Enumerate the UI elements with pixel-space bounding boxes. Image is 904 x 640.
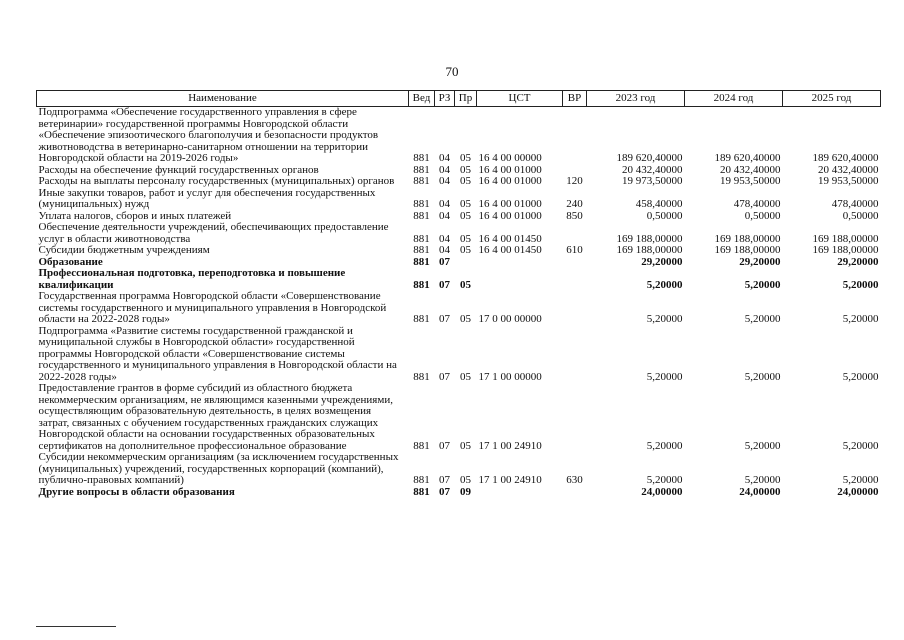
cell-ved: 881 — [413, 439, 430, 452]
cell-vr: 120 — [566, 175, 583, 187]
cell-pr: 05 — [460, 278, 471, 291]
table-row — [37, 222, 881, 245]
header-rz: РЗ — [435, 91, 455, 107]
cell-y2025: 5,20000 — [842, 313, 879, 325]
cell-cst: 16 4 00 01000 — [478, 198, 542, 210]
cell-pr: 05 — [460, 152, 471, 164]
cell-y2025: 169 188,00000 — [812, 232, 879, 245]
cell-rz: 07 — [439, 370, 450, 383]
cell-vr — [563, 326, 587, 384]
cell-name: Уплата налогов, сборов и иных платежей — [38, 210, 232, 222]
header-vr: ВР — [563, 91, 587, 107]
cell-pr: 05 — [460, 370, 471, 383]
header-ved: Вед — [409, 91, 435, 107]
cell-y2025: 20 432,40000 — [818, 163, 879, 176]
cell-y2024: 169 188,00000 — [714, 244, 781, 256]
cell-pr: 05 — [460, 175, 471, 187]
cell-y2023: 19 973,50000 — [622, 175, 683, 187]
cell-rz: 07 — [439, 474, 450, 486]
cell-cst: 17 1 00 00000 — [478, 370, 542, 383]
cell-name: Другие вопросы в области образования — [38, 486, 235, 498]
cell-name: Образование — [38, 256, 103, 268]
cell-y2025: 5,20000 — [842, 439, 879, 452]
cell-y2024: 5,20000 — [744, 370, 781, 383]
cell-pr: 09 — [460, 485, 471, 498]
cell-pr: 05 — [460, 198, 471, 210]
cell-y2023: 24,00000 — [641, 485, 683, 498]
cell-rz: 04 — [439, 198, 450, 210]
cell-pr: 05 — [460, 163, 471, 176]
cell-name: Обеспечение деятельности учреждений, обеспечивающих предоставление услуг в области животноводства — [38, 222, 389, 245]
cell-y2025: 24,00000 — [837, 485, 879, 498]
cell-pr — [455, 257, 477, 269]
cell-y2024: 19 953,50000 — [720, 175, 781, 187]
cell-y2024: 5,20000 — [744, 313, 781, 325]
cell-cst: 16 4 00 00000 — [478, 152, 542, 164]
page-number: 70 — [445, 64, 459, 79]
cell-vr: 630 — [566, 474, 583, 486]
cell-vr: 850 — [566, 209, 583, 222]
cell-y2024: 5,20000 — [744, 278, 781, 291]
cell-cst: 16 4 00 01450 — [478, 244, 542, 256]
table-header-row — [37, 91, 881, 107]
cell-name: Предоставление грантов в форме субсидий из областного бюджета некоммерческим организациям, не являющимся казенными учреждениями, осуществляющим образовательную деятельность, в целях возмещения затрат, связанных с обучением государственных гражданских служащих Новгородской области на основании государственных образовательных сертификатов на дополнительное профессиональное образование — [38, 383, 393, 452]
cell-pr: 05 — [460, 209, 471, 222]
cell-ved: 881 — [413, 244, 430, 256]
cell-y2023: 5,20000 — [646, 370, 683, 383]
cell-ved: 881 — [413, 175, 430, 187]
cell-ved: 881 — [413, 485, 430, 498]
cell-y2025: 29,20000 — [837, 255, 879, 268]
table-body — [37, 107, 881, 499]
budget-table — [36, 90, 881, 498]
footer-separator — [36, 626, 116, 627]
cell-ved: 881 — [413, 313, 430, 325]
cell-y2025: 19 953,50000 — [818, 175, 879, 187]
cell-pr: 05 — [460, 313, 471, 325]
cell-cst: 16 4 00 01000 — [478, 209, 542, 222]
cell-vr — [563, 257, 587, 269]
cell-vr — [563, 487, 587, 499]
cell-y2025: 5,20000 — [842, 370, 879, 383]
cell-y2023: 189 620,40000 — [616, 152, 683, 164]
cell-name: Расходы на выплаты персоналу государственных (муниципальных) органов — [38, 176, 395, 187]
cell-cst — [477, 257, 563, 269]
cell-name: Государственная программа Новгородской области «Совершенствование системы государственного и муниципального управления в Новгородской области на 2022-2028 годы» — [38, 291, 387, 325]
cell-vr — [563, 222, 587, 245]
cell-rz: 04 — [439, 232, 450, 245]
cell-rz: 07 — [439, 439, 450, 452]
cell-y2023: 5,20000 — [646, 439, 683, 452]
cell-name: Подпрограмма «Развитие системы государственной гражданской и муниципальной службы в Новгородской области» государственной программы Новгородской области «Совершенствование системы государственного и муниципального управления в Новгородской области на 2022-2028 годы» — [38, 325, 397, 383]
cell-vr — [563, 268, 587, 291]
cell-name: Иные закупки товаров, работ и услуг для обеспечения государственных (муниципальных) нужд — [38, 187, 376, 210]
table-row — [37, 291, 881, 326]
header-pr: Пр — [455, 91, 477, 107]
table-row — [37, 268, 881, 291]
cell-y2023: 5,20000 — [646, 278, 683, 291]
cell-y2024: 5,20000 — [744, 474, 781, 486]
cell-ved: 881 — [413, 278, 430, 291]
cell-y2025: 0,50000 — [842, 209, 879, 222]
cell-rz: 04 — [439, 244, 450, 256]
cell-rz: 04 — [439, 163, 450, 176]
cell-y2025: 5,20000 — [842, 474, 879, 486]
header-cst: ЦСТ — [477, 91, 563, 107]
cell-vr — [563, 291, 587, 326]
cell-rz: 07 — [439, 255, 450, 268]
cell-pr: 05 — [460, 439, 471, 452]
cell-cst — [477, 487, 563, 499]
cell-y2023: 5,20000 — [646, 474, 683, 486]
cell-y2024: 478,40000 — [733, 198, 781, 210]
cell-ved: 881 — [413, 163, 430, 176]
cell-ved: 881 — [413, 232, 430, 245]
cell-y2024: 189 620,40000 — [714, 152, 781, 164]
cell-y2025: 5,20000 — [842, 278, 879, 291]
table-row — [37, 452, 881, 487]
cell-rz: 04 — [439, 152, 450, 164]
cell-pr: 05 — [460, 232, 471, 245]
cell-y2024: 24,00000 — [739, 485, 781, 498]
cell-ved: 881 — [413, 209, 430, 222]
cell-y2024: 5,20000 — [744, 439, 781, 452]
cell-cst — [477, 268, 563, 291]
cell-ved: 881 — [413, 152, 430, 164]
cell-y2024: 0,50000 — [744, 209, 781, 222]
cell-y2024: 169 188,00000 — [714, 232, 781, 245]
header-name: Наименование — [37, 91, 409, 107]
header-2025: 2025 год — [783, 91, 881, 107]
cell-y2024: 29,20000 — [739, 255, 781, 268]
cell-vr: 610 — [566, 244, 583, 256]
table-row — [37, 211, 881, 223]
cell-ved: 881 — [413, 474, 430, 486]
table-row — [37, 188, 881, 211]
cell-y2023: 0,50000 — [646, 209, 683, 222]
cell-y2023: 29,20000 — [641, 255, 683, 268]
table-row — [37, 176, 881, 188]
table-row — [37, 326, 881, 384]
cell-y2025: 169 188,00000 — [812, 244, 879, 256]
cell-vr: 240 — [566, 198, 583, 210]
cell-rz: 07 — [439, 278, 450, 291]
cell-cst: 16 4 00 01450 — [478, 232, 542, 245]
cell-y2023: 458,40000 — [635, 198, 683, 210]
cell-pr: 05 — [460, 474, 471, 486]
cell-name: Расходы на обеспечение функций государственных органов — [38, 164, 319, 176]
cell-y2023: 169 188,00000 — [616, 244, 683, 256]
cell-vr — [563, 107, 587, 165]
cell-cst: 17 1 00 24910 — [478, 439, 542, 452]
table-row — [37, 257, 881, 269]
cell-name: Профессиональная подготовка, переподготовка и повышение квалификации — [38, 268, 346, 291]
cell-ved: 881 — [413, 198, 430, 210]
cell-y2023: 20 432,40000 — [622, 163, 683, 176]
cell-y2023: 5,20000 — [646, 313, 683, 325]
table-row — [37, 245, 881, 257]
cell-y2025: 189 620,40000 — [812, 152, 879, 164]
cell-ved: 881 — [413, 370, 430, 383]
table-row — [37, 383, 881, 452]
cell-cst: 16 4 00 01000 — [478, 163, 542, 176]
cell-rz: 04 — [439, 175, 450, 187]
cell-cst: 16 4 00 01000 — [478, 175, 542, 187]
table-row — [37, 487, 881, 499]
cell-y2024: 20 432,40000 — [720, 163, 781, 176]
cell-y2025: 478,40000 — [831, 198, 879, 210]
cell-rz: 07 — [439, 313, 450, 325]
cell-vr — [563, 383, 587, 452]
cell-rz: 04 — [439, 209, 450, 222]
cell-cst: 17 0 00 00000 — [478, 313, 542, 325]
cell-name: Субсидии бюджетным учреждениям — [38, 245, 210, 256]
cell-pr: 05 — [460, 244, 471, 256]
cell-cst: 17 1 00 24910 — [478, 474, 542, 486]
header-2024: 2024 год — [685, 91, 783, 107]
cell-name: Подпрограмма «Обеспечение государственного управления в сфере ветеринарии» государственной программы Новгородской области «Обеспечение эпизоотического благополучия и безопасности продуктов животноводства в ветеринарно-санитарном отношении на территории Новгородской области на 2019-2026 годы» — [38, 106, 379, 164]
table-row — [37, 107, 881, 165]
header-2023: 2023 год — [587, 91, 685, 107]
cell-ved: 881 — [413, 255, 430, 268]
cell-name: Субсидии некоммерческим организациям (за исключением государственных (муниципальных) учреждений, государственных корпораций (компаний), публично-правовых компаний) — [38, 452, 399, 486]
cell-y2023: 169 188,00000 — [616, 232, 683, 245]
cell-rz: 07 — [439, 485, 450, 498]
